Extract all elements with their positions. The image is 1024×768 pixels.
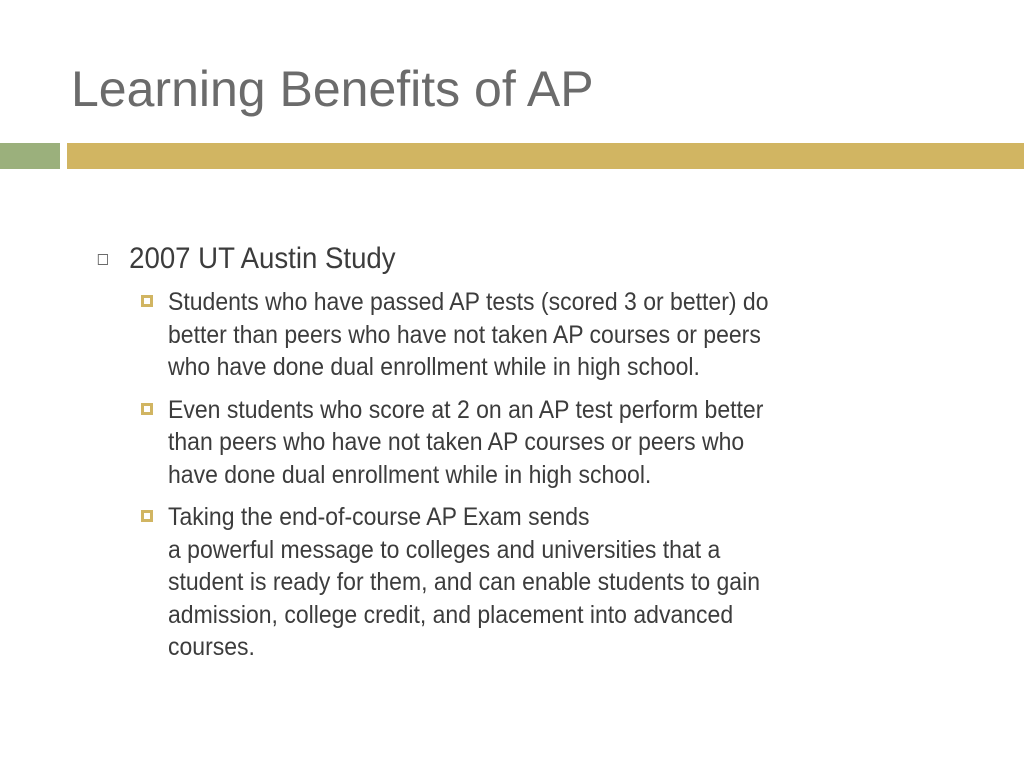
slide-title: Learning Benefits of AP (71, 61, 594, 117)
sub-bullet-item (96, 394, 916, 492)
sub-bullet-text: Taking the end-of-course AP Exam sends a powerful message to colleges and universities that a student is ready for them, and can enable students to gain admission, college credit, and placement into advanced courses. (168, 503, 761, 661)
gold-square-bullet-icon (141, 510, 153, 522)
main-bullet-item (96, 240, 850, 278)
sub-bullet-list (96, 286, 916, 664)
sub-bullet-item (96, 286, 916, 384)
gold-square-bullet-icon (141, 295, 153, 307)
slide-content (96, 240, 916, 674)
sub-bullet-text: Students who have passed AP tests (scored 3 or better) do better than peers who have not taken AP courses or peers who have done dual enrollment while in high school. (168, 288, 769, 381)
gold-accent-bar (67, 143, 1024, 169)
hollow-square-bullet-icon (98, 254, 108, 265)
main-bullet-text: 2007 UT Austin Study (129, 242, 396, 275)
sub-bullet-item (96, 501, 916, 664)
sub-bullet-text: Even students who score at 2 on an AP test perform better than peers who have not taken AP courses or peers who have done dual enrollment while in high school. (168, 395, 764, 489)
gold-square-bullet-icon (141, 403, 153, 415)
green-accent-bar (0, 143, 60, 169)
